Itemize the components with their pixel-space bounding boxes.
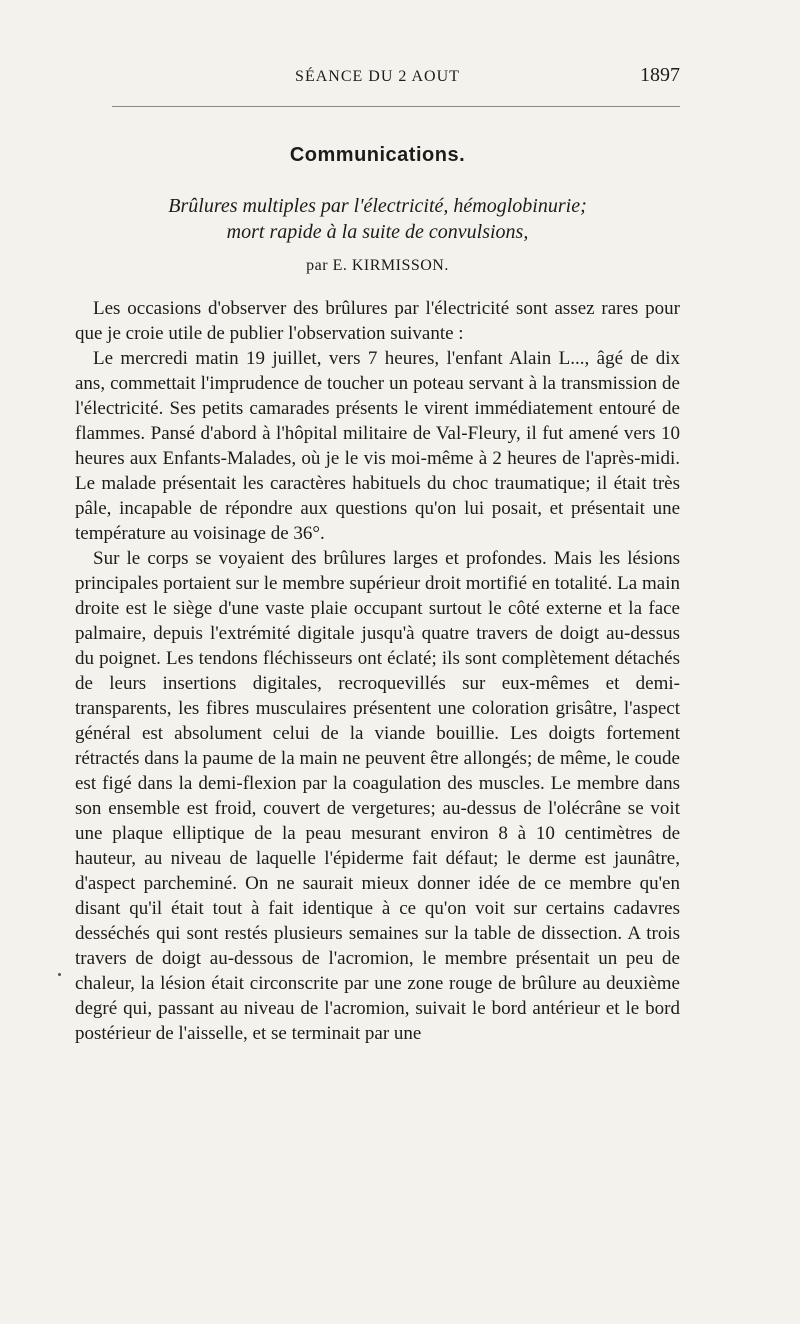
ink-speck xyxy=(58,973,61,976)
article-title-line-1: Brûlures multiples par l'électricité, hémoglobinurie; xyxy=(168,195,587,217)
article-author: par E. KIRMISSON. xyxy=(306,257,449,274)
running-head xyxy=(75,64,680,92)
section-title: Communications. xyxy=(289,144,466,166)
paragraph-1: Les occasions d'observer des brûlures par l'électricité sont assez rares pour que je croie utile de publier l'observation suivante : xyxy=(75,298,680,344)
running-title: SÉANCE DU 2 AOUT xyxy=(295,68,460,85)
article-body xyxy=(75,296,680,1046)
paragraph-3: Sur le corps se voyaient des brûlures larges et profondes. Mais les lésions principales portaient sur le membre supérieur droit mortifié en totalité. La main droite est le siège d'une vaste plaie occupant surtout le côté externe et la face palmaire, depuis l'extrémité digitale jusqu'à quatre travers de doigt au-dessus du poignet. Les tendons fléchisseurs ont éclaté; ils sont complètement détachés de leurs insertions digitales, recroquevillés sur eux-mêmes et demi-transparents, les fibres musculaires présentent une coloration grisâtre, l'aspect général est absolument celui de la viande bouillie. Les doigts fortement rétractés dans la paume de la main ne peuvent être allongés; de même, le coude est figé dans la demi-flexion par la coagulation des muscles. Le membre dans son ensemble est froid, couvert de vergetures; au-dessus de l'olécrâne se voit une plaque elliptique de la peau mesurant environ 8 à 10 centimètres de hauteur, au niveau de laquelle l'épiderme fait défaut; le derme est jaunâtre, d'aspect parcheminé. On ne saurait mieux donner idée de ce membre qu'en disant qu'il était tout à fait identique à ce qu'on voit sur certains cadavres desséchés qui sont restés plusieurs semaines sur la table de dissection. A trois travers de doigt au-dessous de l'acromion, le membre présentait un peu de chaleur, la lésion était circonscrite par une zone rouge de brûlure au deuxième degré qui, passant au niveau de l'acromion, suivait le bord antérieur et le bord postérieur de l'aisselle, et se terminait par une xyxy=(75,548,680,1044)
article-title-line-2: mort rapide à la suite de convulsions, xyxy=(226,221,529,243)
paragraph-2: Le mercredi matin 19 juillet, vers 7 heures, l'enfant Alain L..., âgé de dix ans, commettait l'imprudence de toucher un poteau servant à la transmission de l'électricité. Ses petits camarades présents le virent immédiatement entouré de flammes. Pansé d'abord à l'hôpital militaire de Val-Fleury, il fut amené vers 10 heures aux Enfants-Malades, où je le vis moi-même à 2 heures de l'après-midi. Le malade présentait les caractères habituels du choc traumatique; il était très pâle, incapable de répondre aux questions qu'on lui posait, et présentait une température au voisinage de 36°. xyxy=(75,348,680,544)
article-title xyxy=(75,193,680,245)
page-number: 1897 xyxy=(640,64,680,86)
header-rule xyxy=(112,106,680,107)
